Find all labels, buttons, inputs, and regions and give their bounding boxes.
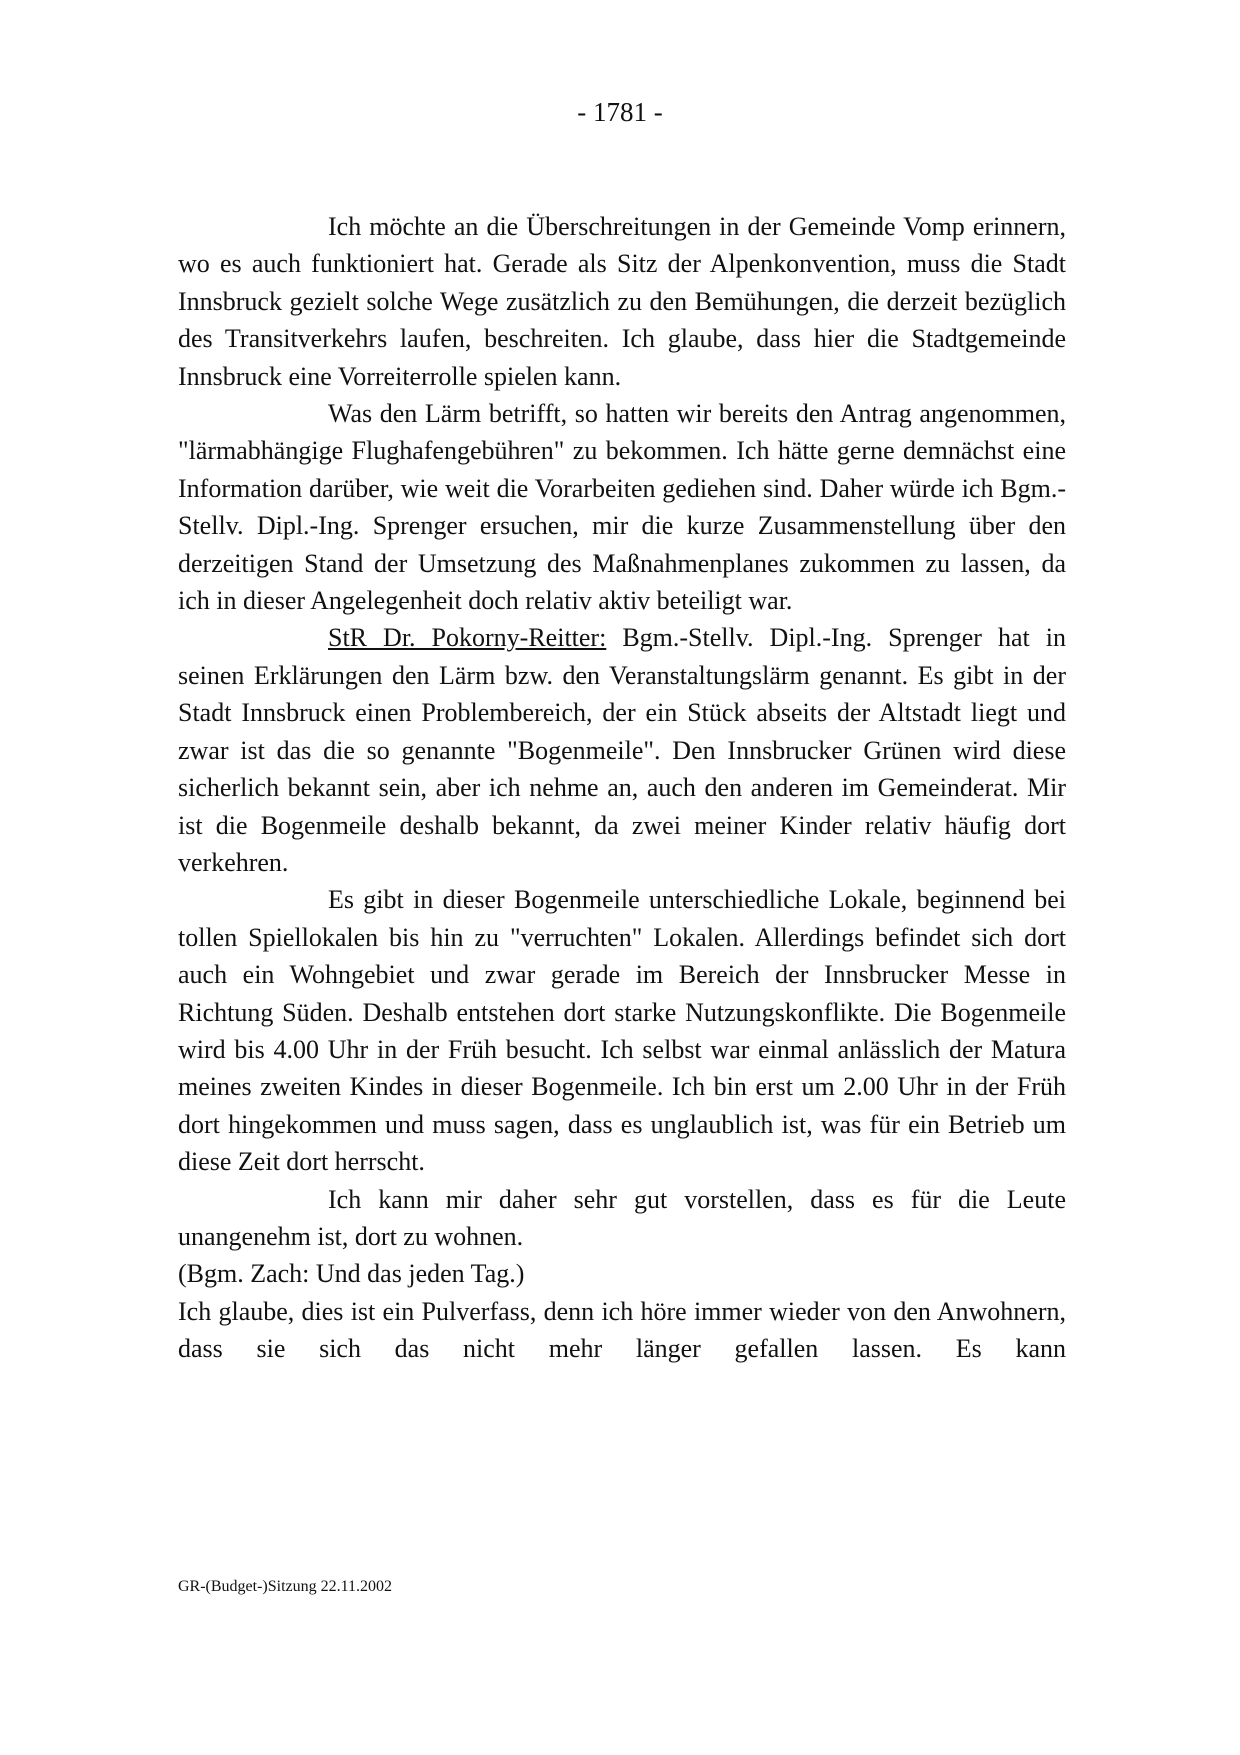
interjection: (Bgm. Zach: Und das jeden Tag.) xyxy=(178,1259,525,1289)
paragraph: Was den Lärm betrifft, so hatten wir bereits den Antrag angenommen, "lärmabhängige Flughafengebühren" zu bekommen. Ich hätte gerne demnächst eine Information darüber, wie weit die Vorarbeiten gediehen sind. Daher würde ich Bgm.-Stellv. Dipl.-Ing. Sprenger ersuchen, mir die kurze Zusammenstellung über den derzeitigen Stand der Umsetzung des Maßnahmenplanes zukommen zu lassen, da ich in dieser Angelegenheit doch relativ aktiv beteiligt war. xyxy=(178,399,1066,616)
paragraph-speaker xyxy=(178,619,1066,881)
paragraph: Es gibt in dieser Bogenmeile unterschiedliche Lokale, beginnend bei tollen Spiellokalen bis hin zu "verruchten" Lokalen. Allerdings befindet sich dort auch ein Wohngebiet und zwar gerade im Bereich der Innsbrucker Messe in Richtung Süden. Deshalb entstehen dort starke Nutzungskonflikte. Die Bogenmeile wird bis 4.00 Uhr in der Früh besucht. Ich selbst war einmal anlässlich der Matura meines zweiten Kindes in dieser Bogenmeile. Ich bin erst um 2.00 Uhr in der Früh dort hingekommen und muss sagen, dass es unglaublich ist, was für ein Betrieb um diese Zeit dort herrscht. xyxy=(178,885,1066,1177)
body-text xyxy=(178,208,1066,1368)
paragraph-last: Ich glaube, dies ist ein Pulverfass, denn ich höre immer wieder von den Anwohnern, dass sie sich das nicht mehr länger gefallen lassen. Es kann xyxy=(178,1296,1066,1364)
speaker-statement: Bgm.-Stellv. Dipl.-Ing. Sprenger hat in seinen Erklärungen den Lärm bzw. den Veranstaltungslärm genannt. Es gibt in der Stadt Innsbruck einen Problembereich, der ein Stück abseits der Altstadt liegt und zwar ist das die so genannte "Bogenmeile". Den Innsbrucker Grünen wird diese sicherlich bekannt sein, aber ich nehme an, auch den anderen im Gemeinderat. Mir ist die Bogenmeile deshalb bekannt, da zwei meiner Kinder relativ häufig dort verkehren. xyxy=(178,623,1066,877)
paragraph: Ich möchte an die Überschreitungen in der Gemeinde Vomp erinnern, wo es auch funktioniert hat. Gerade als Sitz der Alpenkonvention, muss die Stadt Innsbruck gezielt solche Wege zusätzlich zu den Bemühungen, die derzeit bezüglich des Transitverkehrs laufen, beschreiten. Ich glaube, dass hier die Stadtgemeinde Innsbruck eine Vorreiterrolle spielen kann. xyxy=(178,212,1066,391)
footer-session-info: GR-(Budget-)Sitzung 22.11.2002 xyxy=(178,1578,393,1595)
speaker-name: StR Dr. Pokorny-Reitter: xyxy=(328,623,607,653)
page-number: - 1781 - xyxy=(577,97,663,127)
paragraph: Ich kann mir daher sehr gut vorstellen, dass es für die Leute unangenehm ist, dort zu wohnen. xyxy=(178,1184,1066,1251)
